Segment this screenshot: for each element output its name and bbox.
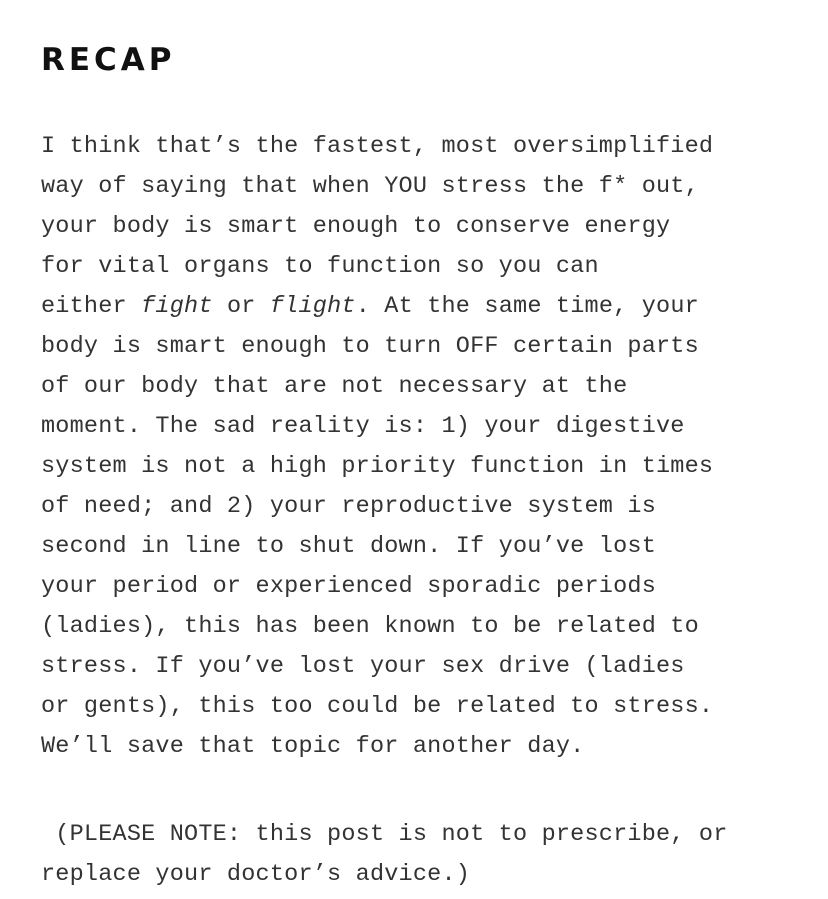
paragraph-line: moment. The sad reality is: 1) your digestive	[41, 413, 685, 440]
text-run: or	[212, 293, 270, 320]
recap-paragraph	[41, 127, 713, 767]
article-content	[41, 0, 801, 888]
paragraph-line: your period or experienced sporadic periods	[41, 573, 656, 600]
disclaimer-paragraph	[41, 815, 728, 895]
paragraph-line: for vital organs to function so you can	[41, 253, 599, 280]
paragraph-line: We’ll save that topic for another day.	[41, 733, 585, 760]
text-run: . At the same time, your	[355, 293, 699, 320]
paragraph-line: stress. If you’ve lost your sex drive (ladies	[41, 653, 685, 680]
paragraph-line: of our body that are not necessary at the	[41, 373, 628, 400]
paragraph-line: I think that’s the fastest, most oversimplified	[41, 133, 714, 160]
emphasis-flight: flight	[269, 293, 356, 320]
paragraph-line: body is smart enough to turn OFF certain parts	[41, 333, 699, 360]
section-heading: RECAP	[41, 42, 176, 78]
paragraph-line: your body is smart enough to conserve energy	[41, 213, 671, 240]
paragraph-line: system is not a high priority function in times	[41, 453, 714, 480]
paragraph-line: of need; and 2) your reproductive system is	[41, 493, 656, 520]
text-run: either	[41, 293, 142, 320]
paragraph-line: (PLEASE NOTE: this post is not to prescribe, or	[41, 821, 728, 848]
emphasis-fight: fight	[141, 293, 213, 320]
paragraph-line: replace your doctor’s advice.)	[41, 861, 471, 888]
paragraph-line: (ladies), this has been known to be related to	[41, 613, 699, 640]
paragraph-line: or gents), this too could be related to stress.	[41, 693, 714, 720]
paragraph-line: second in line to shut down. If you’ve lost	[41, 533, 656, 560]
paragraph-line: way of saying that when YOU stress the f* out,	[41, 173, 699, 200]
paragraph-line-mixed	[41, 287, 713, 327]
